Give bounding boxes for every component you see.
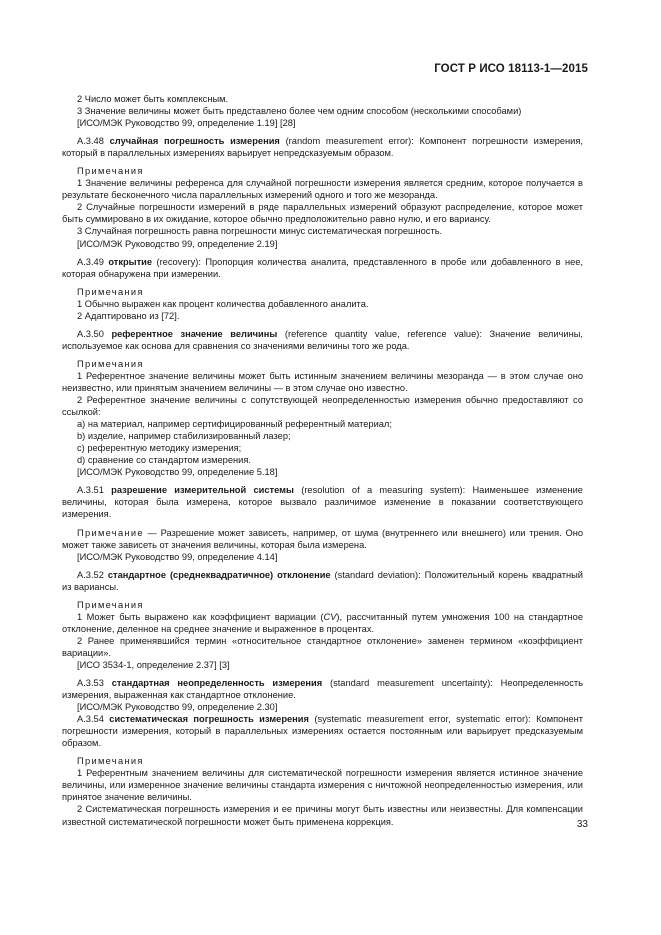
def-term: стандартное (среднеквадратичное) отклонение — [107, 569, 331, 580]
reference: [ИСО/МЭК Руководство 99, определение 4.14] — [77, 551, 278, 562]
note-label: Примечание — [77, 527, 144, 538]
def-number: А.3.50 — [77, 328, 104, 339]
list-item: b) изделие, например стабилизированный лазер; — [77, 431, 291, 442]
note: 1 Обычно выражен как процент количества добавленного аналита. — [77, 298, 369, 309]
def-term: разрешение измерительной системы — [111, 485, 294, 496]
note: 2 Случайные погрешности измерений в ряде параллельных измерений образуют распределение, которое может быть суммировано в их ожидание, которое обычно предположительно равно нулю, и его варианcу. — [62, 202, 583, 225]
def-text: (systematic measurement error, systematic error): Компонент погрешности измерения, который в параллельных измерениях остается постоянным или варьирует предсказуемым образом. — [62, 714, 583, 749]
def-term: стандартная неопределенность измерения — [111, 678, 323, 689]
def-number: А.3.49 — [77, 256, 104, 267]
definition-a353 — [62, 677, 583, 701]
def-text: (standard measurement uncertainty): Неопределенность измерения, выраженная как стандартное отклонение. — [62, 678, 583, 701]
note-abbrev: CV — [323, 611, 337, 622]
def-number: А.3.52 — [77, 569, 104, 580]
note: 1 Значение величины референса для случайной погрешности измерения является средним, которое получается в результате бесконечного числа параллельных измерений одного и того же мезоранда. — [62, 178, 583, 201]
def-number: А.3.54 — [77, 714, 104, 725]
def-text: (recovery): Пропорция количества аналита, представленного в пробе или добавленного в нее, которая обнаружена при измерении. — [62, 256, 583, 279]
note: 2 Ранее применявшийся термин «относительное стандартное отклонение» заменен термином «коэффициент вариации». — [62, 635, 583, 658]
definition-a354 — [62, 713, 583, 749]
note: 3 Случайная погрешность равна погрешности минус систематическая погрешность. — [77, 226, 443, 237]
note: 1 Референтное значение величины может быть истинным значением величины мезоранда — в этом случае оно неизвестно, или принятым значением величины — в этом случае оно известно. — [62, 370, 583, 393]
note — [62, 611, 583, 635]
document-body — [62, 93, 583, 828]
reference: [ИСО/МЭК Руководство 99, определение 5.18] — [77, 467, 278, 478]
notes-title: Примечания — [77, 358, 144, 369]
definition-a348 — [62, 135, 583, 159]
reference: [ИСО 3534-1, определение 2.37] [3] — [77, 659, 230, 670]
notes-title: Примечания — [77, 286, 144, 297]
def-text: (resolution of a measuring system): Наименьшее изменение величины, которая была измерена, которое вызвало различимое изменение в показании соответствующего измерения. — [62, 485, 583, 520]
definition-a351 — [62, 484, 583, 520]
note: 1 Референтным значением величины для систематической погрешности измерения является истинное значение величины, или измеренное значение величины стандарта измерения с ничтожной неопределенностью измерения, или принятое значение величины. — [62, 768, 583, 803]
def-text: (reference quantity value, reference value): Значение величины, используемое как основа для сравнения со значениями величины того же рода. — [62, 328, 583, 351]
def-number: А.3.51 — [77, 485, 104, 496]
notes-title: Примечания — [77, 599, 144, 610]
intro-note-3: 3 Значение величины может быть представлено более чем одним способом (несколькими способами) — [77, 106, 522, 117]
def-text: (standard deviation): Положительный корень квадратный из варианcы. — [62, 569, 583, 592]
page-number: 33 — [576, 819, 588, 830]
reference: [ИСО/МЭК Руководство 99, определение 2.30] — [77, 702, 278, 713]
intro-note-2: 2 Число может быть комплексным. — [77, 94, 229, 104]
def-number: А.3.48 — [77, 136, 104, 147]
note-text: 1 Может быть выражено как коэффициент вариации ( — [77, 611, 324, 622]
note-text: — Разрешение может зависеть, например, от шума (внутреннего или внешнего) или трения. Оно может также зависеть от значения величины, которая была измерена. — [62, 527, 583, 550]
document-header: ГОСТ Р ИСО 18113-1—2015 — [434, 63, 588, 75]
notes-title: Примечания — [77, 166, 144, 177]
list-item: a) на материал, например сертифицированный референтный материал; — [77, 419, 392, 430]
def-term: референтное значение величины — [111, 328, 278, 339]
note-text: ), рассчитанный путем умножения 100 на стандартное отклонение, деленное на среднее значение и выраженное в процентах. — [62, 611, 583, 634]
definition-a352 — [62, 569, 583, 593]
list-item: c) референтную методику измерения; — [77, 443, 242, 454]
def-term: открытие — [108, 256, 153, 267]
single-note — [62, 527, 583, 551]
def-term: случайная погрешность измерения — [109, 136, 280, 147]
definition-a350 — [62, 328, 583, 352]
definition-a349 — [62, 256, 583, 280]
def-term: систематическая погрешность измерения — [109, 714, 309, 725]
notes-title: Примечания — [77, 756, 144, 767]
reference: [ИСО/МЭК Руководство 99, определение 2.19] — [77, 238, 278, 249]
note: 2 Систематическая погрешность измерения и ее причины могут быть известны или неизвестны. Для компенсации известной систематической погрешности может быть применена коррекция. — [62, 804, 583, 827]
def-number: А.3.53 — [77, 678, 104, 689]
def-text: (random measurement error): Компонент погрешности измерения, который в параллельных измерениях варьирует непредсказуемым образом. — [62, 136, 583, 159]
intro-reference: [ИСО/МЭК Руководство 99, определение 1.19] [28] — [77, 118, 296, 129]
note: 2 Адаптировано из [72]. — [77, 310, 180, 321]
note: 2 Референтное значение величины с сопутствующей неопределенностью измерения обычно предоставляют со ссылкой: — [62, 395, 583, 418]
list-item: d) сравнение со стандартом измерения. — [77, 455, 251, 466]
